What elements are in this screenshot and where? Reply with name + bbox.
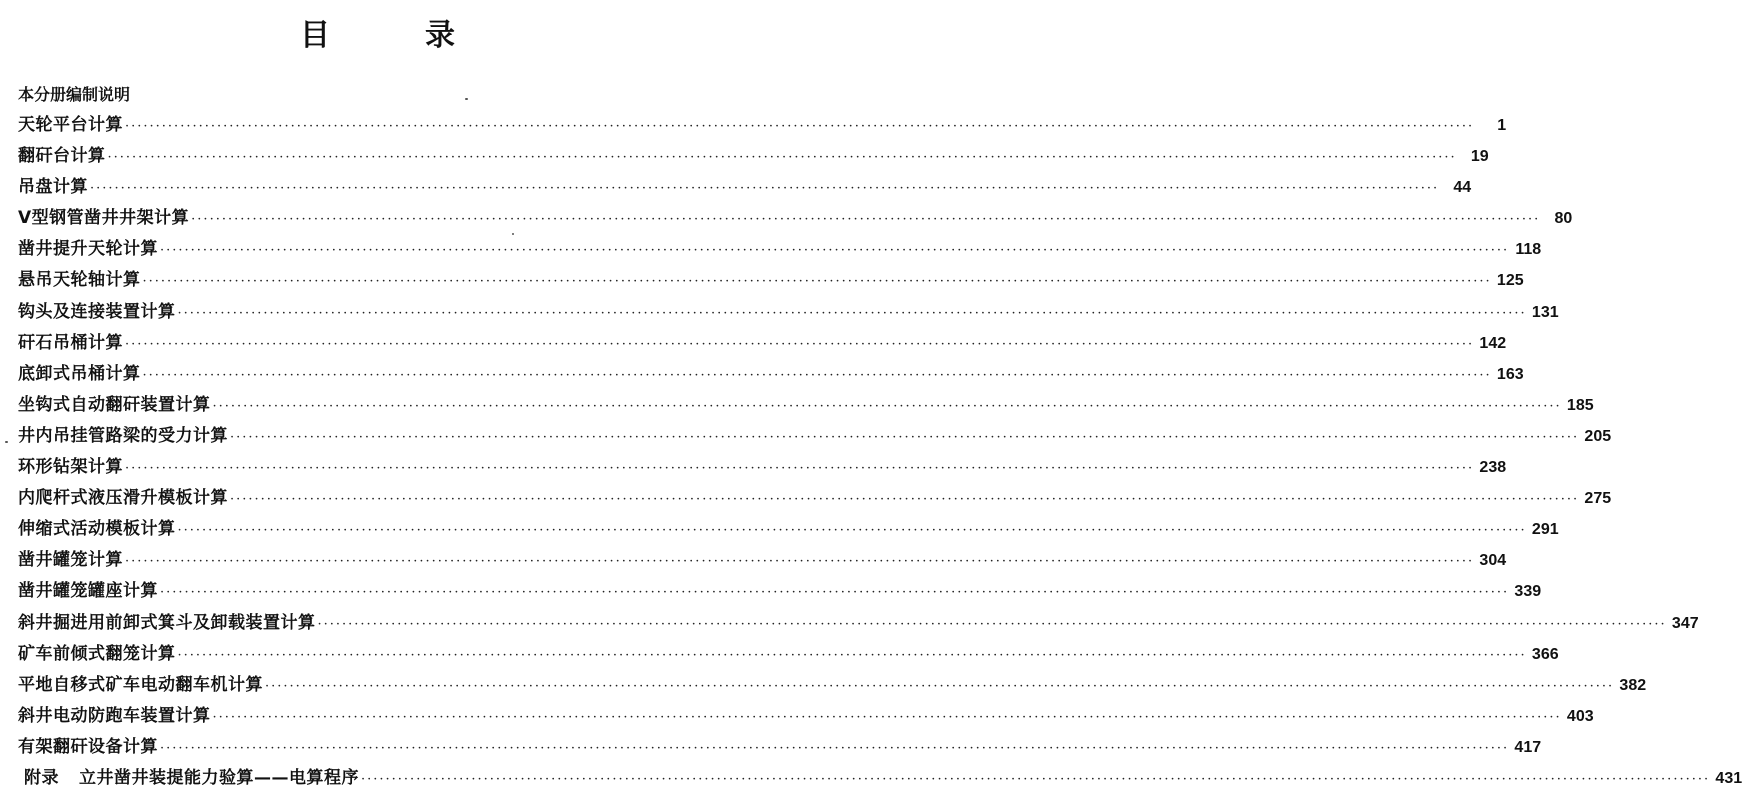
- toc-entry: [18, 144, 1489, 175]
- toc-entry-title: 矸石吊桶计算: [18, 332, 123, 353]
- toc-entry-title: 环形钻架计算: [18, 457, 123, 478]
- toc-entry: [18, 268, 1524, 299]
- toc-entry-title: 钩头及连接装置计算: [18, 301, 176, 322]
- toc-page-number: 185: [1566, 396, 1594, 414]
- toc-entry-title: 凿井提升天轮计算: [18, 239, 158, 260]
- toc-entry: [18, 517, 1559, 548]
- dot-leader: ····························································································································································································································: [160, 243, 1510, 259]
- dot-leader: ····························································································································································································································: [125, 461, 1475, 477]
- toc-entry-title: 天轮平台计算: [18, 115, 123, 135]
- toc-entry: [18, 673, 1647, 704]
- scan-speck: [465, 98, 468, 100]
- toc-page-number: 431: [1715, 769, 1742, 787]
- toc-page-number: 291: [1531, 521, 1559, 539]
- toc-entry: [18, 331, 1507, 362]
- dot-leader: ····························································································································································································································: [90, 181, 1440, 197]
- toc-page-number: 366: [1531, 645, 1559, 663]
- toc-page-number: 142: [1479, 334, 1507, 352]
- dot-leader: ····························································································································································································································: [317, 616, 1667, 632]
- dot-leader: ····························································································································································································································: [125, 336, 1475, 352]
- toc-entry: [18, 455, 1507, 486]
- dot-leader: ····························································································································································································································: [125, 554, 1475, 570]
- toc-entry-title: 斜井掘进用前卸式箕斗及卸载装置计算: [18, 612, 316, 633]
- toc-entry-title: 凿井罐笼计算: [18, 550, 123, 571]
- toc-entry: [18, 642, 1559, 673]
- toc-entry-title: 内爬杆式液压滑升模板计算: [18, 488, 228, 509]
- toc-page-number: 275: [1584, 490, 1612, 508]
- toc-entry-title: 矿车前倾式翻笼计算: [18, 643, 176, 664]
- dot-leader: ····························································································································································································································: [177, 305, 1527, 321]
- toc-page-number: 339: [1514, 583, 1542, 601]
- table-of-contents: [18, 113, 1742, 797]
- dot-leader: ····························································································································································································································: [212, 398, 1562, 414]
- dot-leader: ····························································································································································································································: [177, 523, 1527, 539]
- toc-entry-title: 平地自移式矿车电动翻车机计算: [18, 674, 263, 695]
- toc-entry-title: 斜井电动防跑车装置计算: [18, 705, 211, 726]
- toc-entry: [18, 300, 1559, 331]
- toc-page-number: 417: [1514, 738, 1542, 756]
- toc-entry-title: 坐钩式自动翻矸装置计算: [18, 394, 211, 415]
- toc-entry-title: [18, 766, 359, 790]
- dot-leader: ····························································································································································································································: [212, 709, 1562, 725]
- toc-entry: [18, 113, 1507, 144]
- toc-entry-title: 伸缩式活动模板计算: [18, 519, 176, 540]
- scan-speck: [5, 441, 8, 443]
- toc-entry: [18, 486, 1612, 517]
- title-char-2: 录: [425, 18, 455, 53]
- dot-leader: ····························································································································································································································: [230, 429, 1580, 445]
- toc-entry-title: 井内吊挂管路梁的受力计算: [18, 425, 228, 446]
- toc-entry: [18, 237, 1542, 268]
- dot-leader: ····························································································································································································································: [230, 492, 1580, 508]
- toc-entry-title: 有架翻矸设备计算: [18, 736, 158, 757]
- toc-entry: [18, 548, 1507, 579]
- toc-entry-title: 吊盘计算: [18, 177, 88, 198]
- toc-page-number: 304: [1479, 552, 1507, 570]
- toc-entry-title: 凿井罐笼罐座计算: [18, 581, 158, 602]
- toc-page-number: 19: [1470, 148, 1489, 166]
- title-char-1: 目: [300, 18, 330, 53]
- dot-leader: ····························································································································································································································: [142, 367, 1492, 383]
- dot-leader: ····························································································································································································································: [177, 647, 1527, 663]
- toc-page-number: 118: [1515, 241, 1542, 259]
- toc-entry: [18, 393, 1594, 424]
- dot-leader: ····························································································································································································································: [107, 150, 1457, 166]
- toc-entry-title: V型钢管凿井井架计算: [18, 208, 190, 229]
- toc-page-number: 163: [1496, 365, 1524, 383]
- toc-entry: [18, 704, 1594, 735]
- toc-appendix-entry: [18, 766, 1742, 797]
- toc-page-number: 347: [1671, 614, 1699, 632]
- dot-leader: ····························································································································································································································: [160, 740, 1510, 756]
- dot-leader: ····························································································································································································································: [142, 274, 1492, 290]
- dot-leader: ····························································································································································································································: [191, 212, 1541, 228]
- toc-entry: [18, 735, 1542, 766]
- toc-page-number: 382: [1619, 676, 1647, 694]
- toc-page-number: 131: [1531, 303, 1559, 321]
- dot-leader: ····························································································································································································································: [160, 585, 1510, 601]
- toc-page-number: 1: [1497, 117, 1507, 134]
- toc-entry-title: 悬吊天轮轴计算: [18, 270, 141, 291]
- toc-page-number: 403: [1566, 707, 1594, 725]
- dot-leader: ····························································································································································································································: [265, 678, 1615, 694]
- compilation-notes-line: 本分册编制说明: [18, 85, 131, 104]
- toc-entry: [18, 175, 1472, 206]
- toc-entry: [18, 206, 1573, 237]
- toc-page-number: 44: [1453, 179, 1472, 197]
- toc-entry: [18, 424, 1612, 455]
- toc-page-number: 80: [1554, 210, 1573, 228]
- toc-page-number: 205: [1584, 427, 1612, 445]
- toc-entry: [18, 611, 1699, 642]
- appendix-title: 立井凿井装提能力验算——电算程序: [79, 767, 359, 788]
- appendix-prefix: 附录: [24, 767, 59, 788]
- toc-page-number: 125: [1496, 272, 1524, 290]
- dot-leader: ····························································································································································································································: [125, 119, 1475, 134]
- toc-entry: [18, 579, 1542, 610]
- toc-entry-title: 翻矸台计算: [18, 146, 106, 167]
- dot-leader: ····························································································································································································································: [361, 771, 1711, 787]
- toc-entry: [18, 362, 1524, 393]
- scan-speck: [512, 233, 514, 235]
- toc-entry-title: 底卸式吊桶计算: [18, 363, 141, 384]
- page-title: [0, 18, 775, 58]
- toc-page-number: 238: [1479, 459, 1507, 477]
